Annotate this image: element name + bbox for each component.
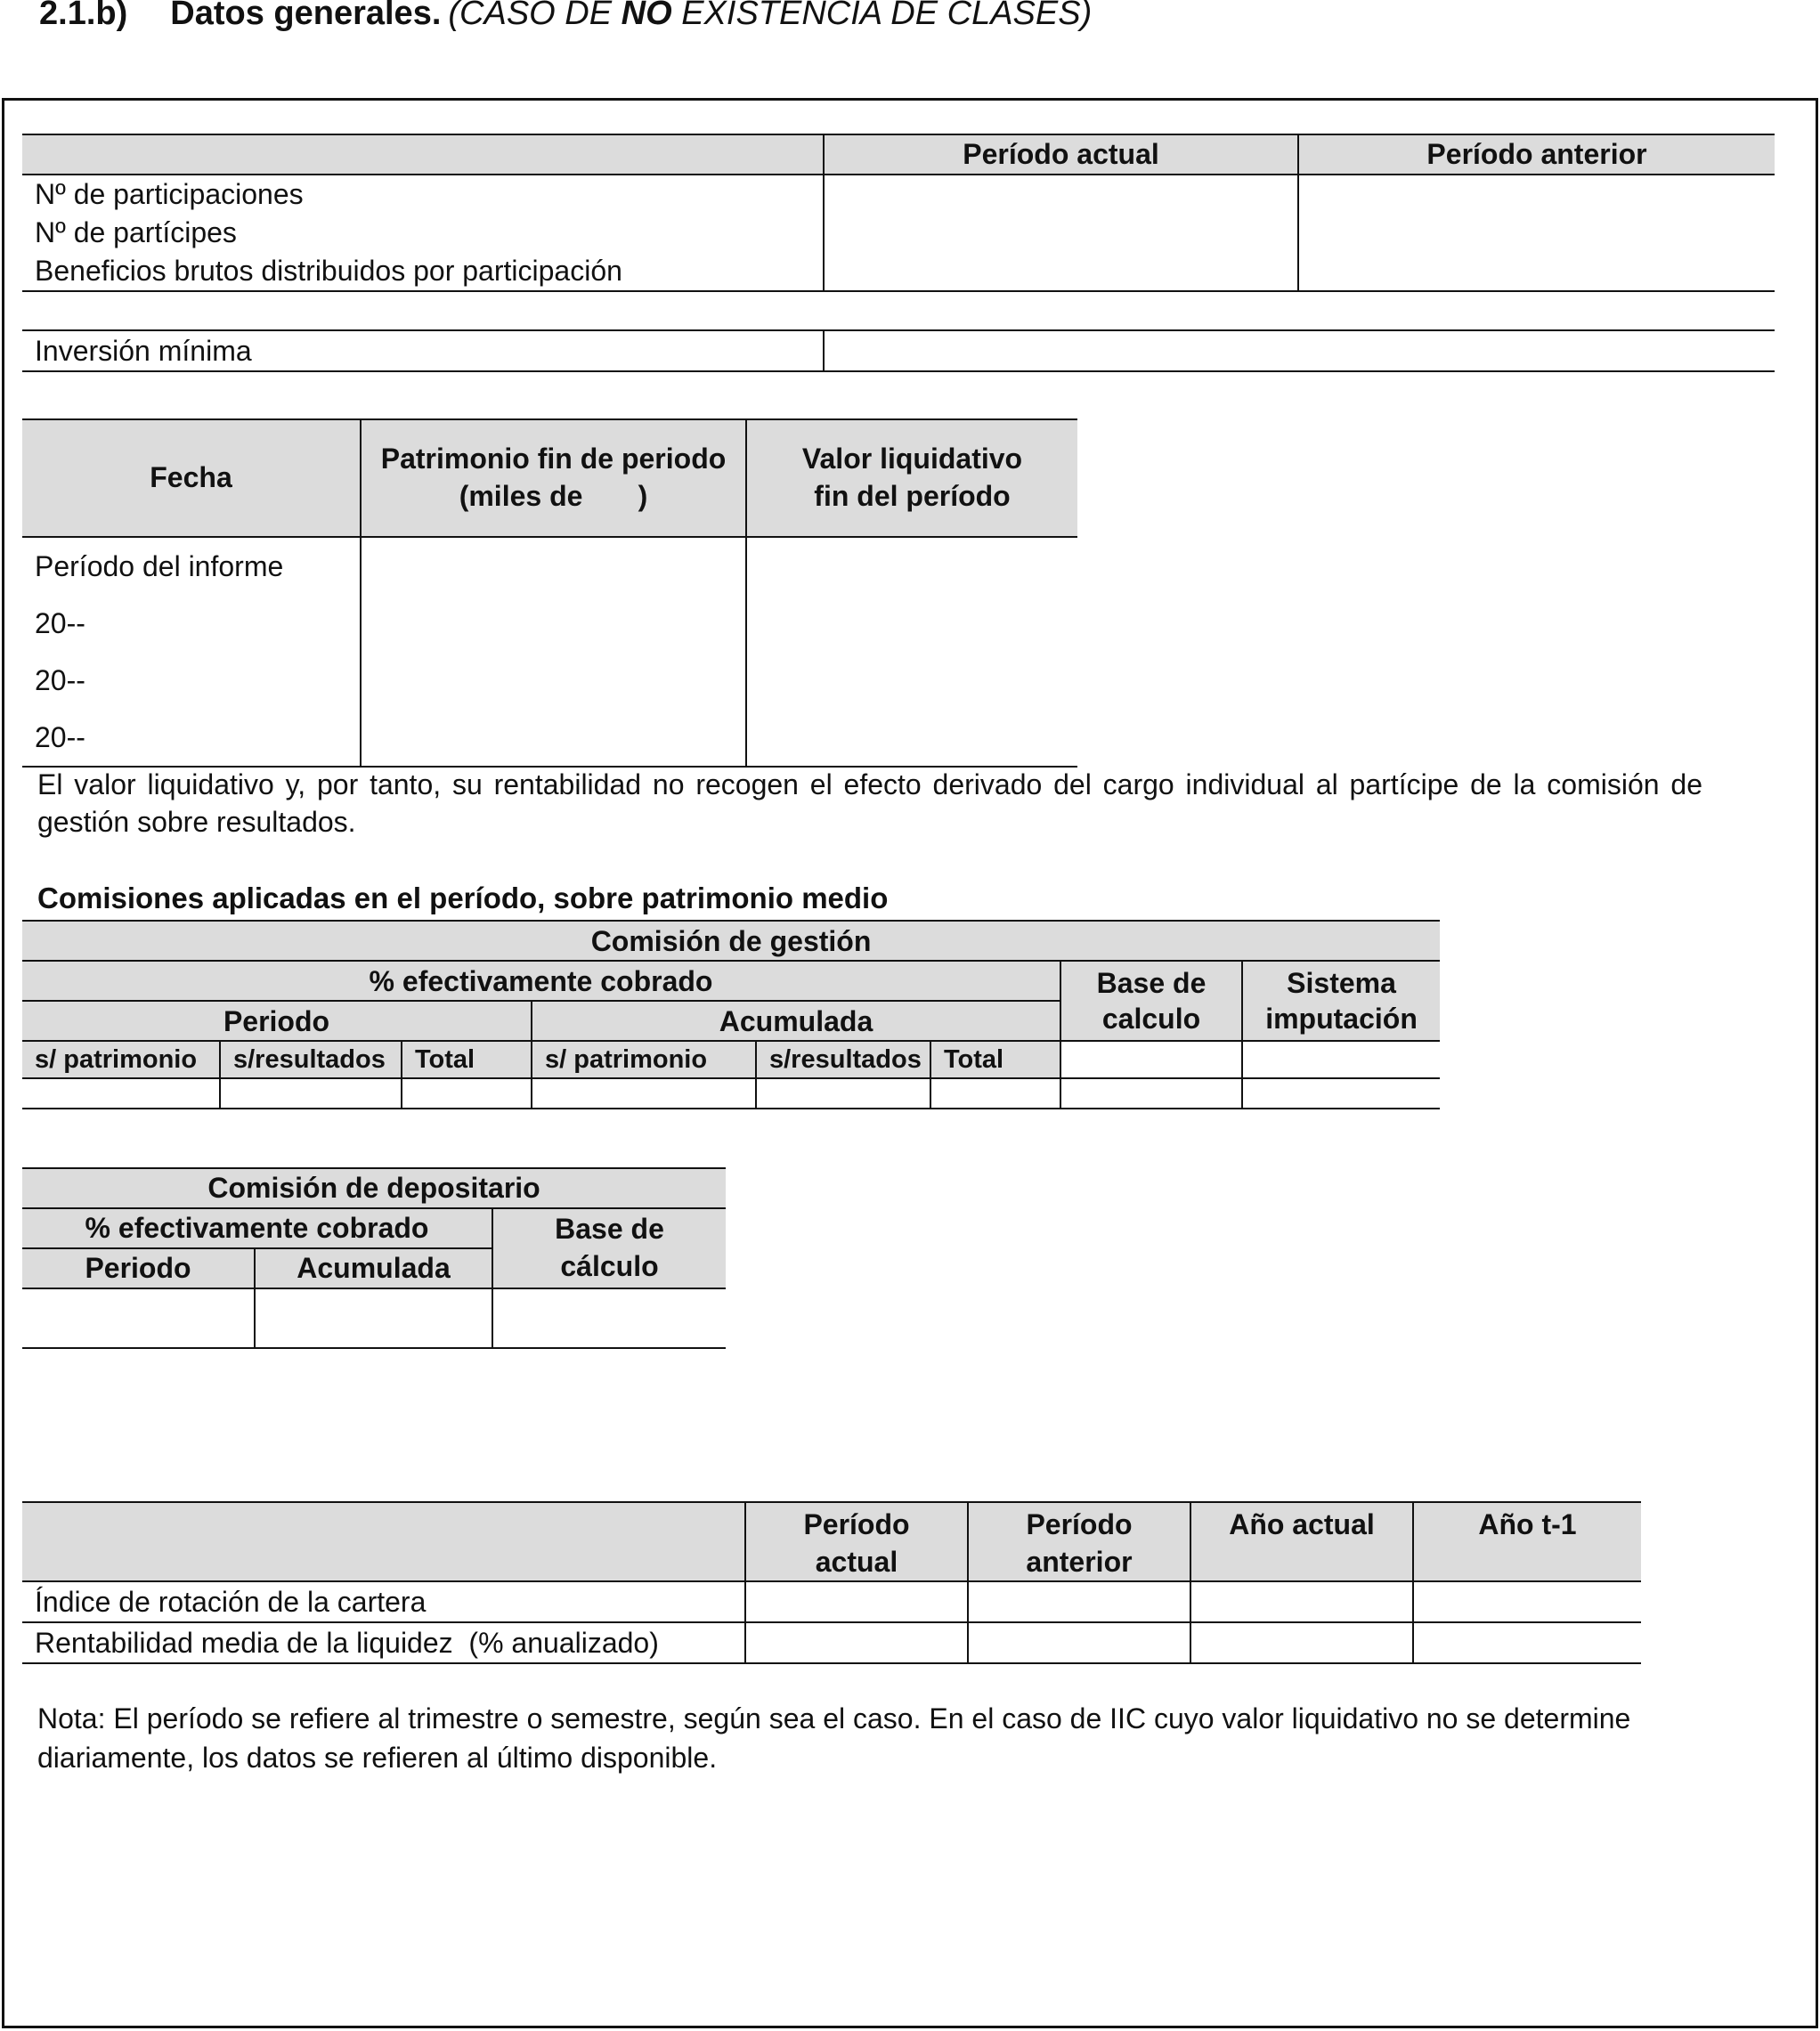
- value-cell: [745, 1581, 968, 1622]
- valor-liquidativo-paragraph: El valor liquidativo y, por tanto, su rentabilidad no recogen el efecto derivado del cargo individual al partícipe de la comisión de gestión sobre resultados.: [37, 768, 1702, 838]
- dep-value-cell: [255, 1288, 492, 1348]
- sistema-imputacion-header: [1242, 961, 1440, 1041]
- dep-value-cell: [22, 1288, 255, 1348]
- value-cell: [1190, 1622, 1413, 1663]
- periodo-actual-line2: actual: [815, 1545, 898, 1578]
- section-heading: [39, 0, 1092, 33]
- dep-efectivamente-header: % efectivamente cobrado: [22, 1208, 492, 1248]
- cell-valor: [746, 652, 1077, 709]
- base-calculo-header: [1060, 961, 1242, 1041]
- header-patrimonio-line2: (miles de ): [459, 480, 648, 512]
- header-ano-t1: Año t-1: [1413, 1502, 1641, 1581]
- sistema-line1: Sistema: [1287, 967, 1396, 999]
- row-indice-rotacion: Índice de rotación de la cartera: [35, 1586, 427, 1619]
- blank-header: [22, 134, 824, 175]
- section-title: Datos generales.: [170, 0, 442, 32]
- inversion-minima-table: [22, 329, 1775, 372]
- cell-patrimonio: [361, 595, 746, 652]
- note-prefix: (CASO DE: [448, 0, 622, 32]
- value-cell: [1413, 1581, 1641, 1622]
- dep-base-calculo-header: [492, 1208, 726, 1288]
- acumulada-header: Acumulada: [532, 1001, 1060, 1041]
- dep-base-line1: Base de: [555, 1213, 664, 1246]
- value-cell: [968, 1581, 1190, 1622]
- cell-patrimonio: [361, 652, 746, 709]
- header-fecha: Fecha: [22, 419, 361, 537]
- row-beneficios: Beneficios brutos distribuidos por participación: [35, 255, 622, 287]
- general-data-table: [22, 134, 1775, 292]
- value-cell: [745, 1622, 968, 1663]
- cell-valor: [746, 537, 1077, 595]
- row-participaciones: Nº de participaciones: [35, 178, 304, 210]
- sistema-line2: imputación: [1265, 1003, 1418, 1035]
- periodo-actual-line1: Período: [803, 1508, 910, 1540]
- cell-valor: [746, 595, 1077, 652]
- base-line1: Base de: [1096, 967, 1207, 999]
- value-cell: [402, 1078, 532, 1109]
- value-cell: [22, 1078, 220, 1109]
- value-cell: [930, 1078, 1060, 1109]
- value-cell: [1060, 1078, 1242, 1109]
- value-cell: [968, 1622, 1190, 1663]
- dep-base-line2: cálculo: [560, 1250, 659, 1282]
- periodo-anterior-line2: anterior: [1026, 1545, 1133, 1578]
- rotacion-table: [22, 1501, 1641, 1664]
- header-periodo-actual: [745, 1502, 968, 1581]
- value-cell: [1413, 1622, 1641, 1663]
- header-valor-line1: Valor liquidativo: [801, 443, 1023, 475]
- dep-acumulada-header: Acumulada: [255, 1248, 492, 1288]
- note-suffix: EXISTENCIA DE CLASES): [671, 0, 1093, 32]
- inversion-minima-value: [824, 330, 1775, 371]
- comisiones-subtitle: Comisiones aplicadas en el período, sobre patrimonio medio: [37, 881, 889, 914]
- row-rentabilidad-liquidez: Rentabilidad media de la liquidez (% anualizado): [35, 1627, 659, 1660]
- dep-periodo-header: Periodo: [22, 1248, 255, 1288]
- value-cell: [756, 1078, 930, 1109]
- row-year-3: 20--: [35, 721, 85, 753]
- periodo-s-resultados: s/resultados: [220, 1041, 402, 1078]
- periodo-anterior-line1: Período: [1026, 1508, 1133, 1540]
- row-periodo-informe: Período del informe: [35, 550, 284, 582]
- cell-patrimonio: [361, 537, 746, 595]
- row-year-2: 20--: [35, 664, 85, 696]
- nota-text: Nota: El período se refiere al trimestre o semestre, según sea el caso. En el caso de IIC cuyo valor liquidativo no se determine diariamente, los datos se refieren al último disponible.: [37, 1702, 1631, 1774]
- periodo-header: Periodo: [22, 1001, 532, 1041]
- cell-periodo-actual: [824, 175, 1298, 291]
- comision-depositario-table: [22, 1167, 726, 1349]
- comision-gestion-table: [22, 920, 1440, 1109]
- header-valor-line2: fin del período: [814, 480, 1011, 512]
- header-periodo-anterior: [968, 1502, 1190, 1581]
- dep-value-cell: [492, 1288, 726, 1348]
- header-valor-liquidativo: [746, 419, 1077, 537]
- row-participes: Nº de partícipes: [35, 216, 237, 248]
- cell-patrimonio: [361, 709, 746, 767]
- base-calculo-sub: [1060, 1041, 1242, 1078]
- patrimonio-table: [22, 418, 1077, 768]
- comision-gestion-title: Comisión de gestión: [22, 921, 1440, 961]
- header-periodo-actual: Período actual: [824, 134, 1298, 175]
- value-cell: [532, 1078, 756, 1109]
- header-periodo-anterior: Período anterior: [1298, 134, 1775, 175]
- value-cell: [1242, 1078, 1440, 1109]
- sistema-imputacion-sub: [1242, 1041, 1440, 1078]
- row-year-1: 20--: [35, 607, 85, 639]
- cell-periodo-anterior: [1298, 175, 1775, 291]
- acumulada-s-patrimonio: s/ patrimonio: [532, 1041, 756, 1078]
- blank-header: [22, 1502, 745, 1581]
- cell-valor: [746, 709, 1077, 767]
- efectivamente-cobrado-header: % efectivamente cobrado: [22, 961, 1060, 1001]
- general-row-labels: [22, 175, 824, 291]
- note-bold: NO: [621, 0, 672, 32]
- section-note: [448, 0, 1092, 32]
- value-cell: [220, 1078, 402, 1109]
- periodo-s-patrimonio: s/ patrimonio: [22, 1041, 220, 1078]
- header-patrimonio: [361, 419, 746, 537]
- value-cell: [1190, 1581, 1413, 1622]
- base-line2: calculo: [1101, 1003, 1201, 1035]
- acumulada-s-resultados: s/resultados: [756, 1041, 930, 1078]
- periodo-total: Total: [402, 1041, 532, 1078]
- header-ano-actual: Año actual: [1190, 1502, 1413, 1581]
- inversion-minima-label: Inversión mínima: [35, 335, 252, 367]
- comision-depositario-title: Comisión de depositario: [22, 1168, 726, 1208]
- acumulada-total: Total: [930, 1041, 1060, 1078]
- header-patrimonio-line1: Patrimonio fin de periodo: [380, 443, 727, 475]
- section-number: 2.1.b): [39, 0, 128, 32]
